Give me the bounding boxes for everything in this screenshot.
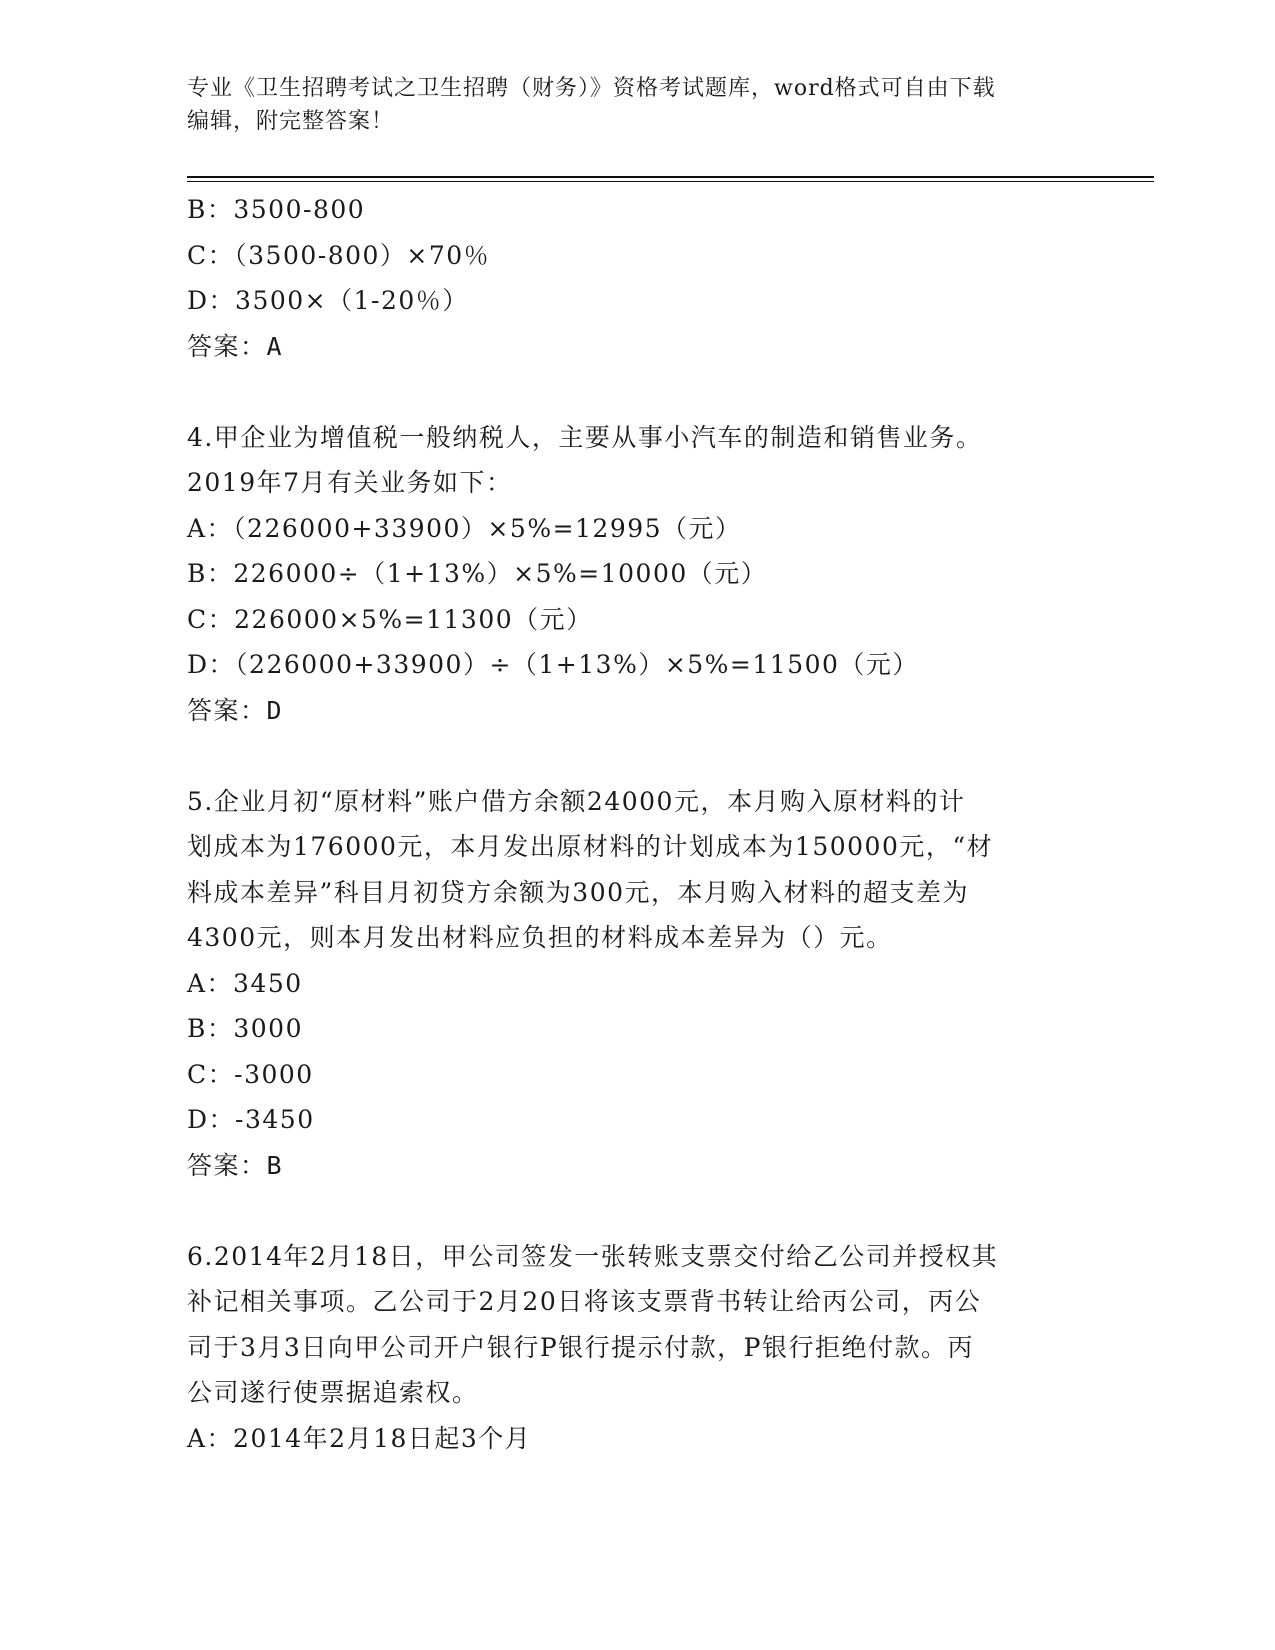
q5-option-a: A：3450 [187, 968, 303, 998]
q5-stem-line-4: 4300元，则本月发出材料应负担的材料成本差异为（）元。 [187, 923, 893, 952]
q5-answer [187, 1143, 1087, 1189]
q5-option-d: D：-3450 [187, 1105, 315, 1134]
q4-option-d: D：（226000+33900）÷（1+13%）×5%=11500（元） [187, 650, 919, 679]
q5-stem-line-1: 5.企业月初“原材料”账户借方余额24000元，本月购入原材料的计 [187, 786, 966, 816]
question-4 [187, 415, 1087, 734]
spacer [187, 369, 1087, 415]
header-divider-thick [187, 176, 1154, 178]
q5-option-c: C：-3000 [187, 1059, 314, 1089]
q4-answer-value: D [266, 695, 284, 725]
q4-stem-line-2: 2019年7月有关业务如下： [187, 468, 513, 497]
q3-option-c: C：（3500-800）×70％ [187, 240, 491, 270]
spacer [187, 733, 1087, 779]
q3-answer-label: 答案： [187, 331, 267, 361]
question-list [187, 187, 1087, 1461]
document-header [187, 72, 1087, 138]
q4-stem-line-1: 4.甲企业为增值税一般纳税人，主要从事小汽车的制造和销售业务。 [187, 422, 983, 452]
q6-stem-line-2: 补记相关事项。乙公司于2月20日将该支票背书转让给丙公司，丙公 [187, 1287, 982, 1316]
header-divider-thin [187, 181, 1154, 182]
q3-answer-value: A [266, 331, 284, 361]
spacer [187, 1188, 1087, 1234]
question-6 [187, 1234, 1087, 1462]
header-line-1: 专业《卫生招聘考试之卫生招聘（财务）》资格考试题库，word格式可自由下载 [187, 76, 996, 101]
q4-option-a: A：（226000+33900）×5%=12995（元） [187, 513, 742, 543]
question-3 [187, 187, 1087, 369]
header-line-2: 编辑，附完整答案！ [187, 109, 395, 134]
q4-option-b: B：226000÷（1+13%）×5%=10000（元） [187, 559, 768, 588]
question-5 [187, 779, 1087, 1189]
q6-stem-line-4: 公司遂行使票据追索权。 [187, 1378, 479, 1407]
q4-option-c: C：226000×5%=11300（元） [187, 604, 593, 634]
q5-answer-value: B [266, 1150, 284, 1180]
q5-answer-label: 答案： [187, 1150, 267, 1180]
q4-answer-label: 答案： [187, 695, 267, 725]
q6-option-a: A：2014年2月18日起3个月 [187, 1423, 532, 1453]
q5-option-b: B：3000 [187, 1014, 303, 1043]
q4-answer [187, 688, 1087, 734]
q6-stem-line-1: 6.2014年2月18日，甲公司签发一张转账支票交付给乙公司并授权其 [187, 1241, 999, 1271]
q5-stem-line-2: 划成本为176000元，本月发出原材料的计划成本为150000元，“材 [187, 832, 994, 861]
q3-option-d: D：3500×（1-20％） [187, 286, 469, 315]
q5-stem-line-3: 料成本差异”科目月初贷方余额为300元，本月购入材料的超支差为 [187, 877, 970, 907]
q3-option-b: B：3500-800 [187, 195, 366, 224]
q6-stem-line-3: 司于3月3日向甲公司开户银行P银行提示付款，P银行拒绝付款。丙 [187, 1332, 974, 1362]
q3-answer [187, 324, 1087, 370]
